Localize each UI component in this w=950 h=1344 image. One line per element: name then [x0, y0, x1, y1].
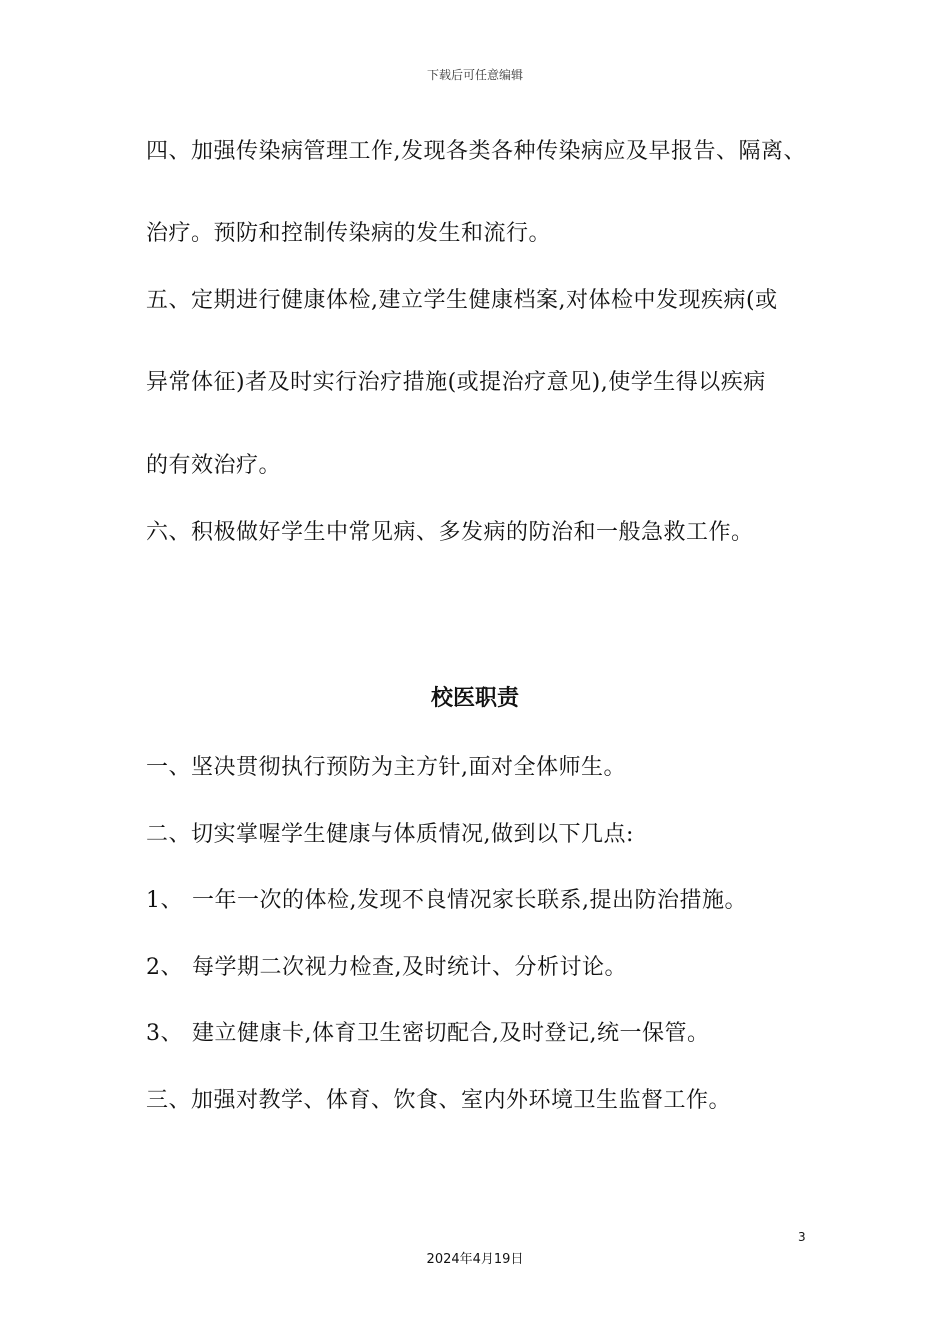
footer-date: 2024年4月19日 [426, 1252, 524, 1267]
paragraph-item-4-line-1: 四、加强传染病管理工作,发现各类各种传染病应及早报告、隔离、 [146, 139, 806, 164]
duty-item-2: 二、切实掌喔学生健康与体质情况,做到以下几点: [146, 822, 634, 847]
paragraph-item-4-line-2: 治疗。预防和控制传染病的发生和流行。 [146, 221, 552, 246]
sub-item-1 [146, 886, 747, 916]
paragraph-item-6: 六、积极做好学生中常见病、多发病的防治和一般急救工作。 [146, 520, 754, 545]
sub-item-1-number: 1、 [146, 888, 183, 913]
paragraph-item-5-line-2: 异常体征)者及时实行治疗措施(或提治疗意见),使学生得以疾病 [146, 370, 766, 395]
duty-item-1: 一、坚决贯彻执行预防为主方针,面对全体师生。 [146, 755, 626, 780]
sub-item-3-text: 建立健康卡,体育卫生密切配合,及时登记,统一保管。 [192, 1021, 710, 1046]
sub-item-3-number: 3、 [146, 1021, 183, 1046]
sub-item-2-number: 2、 [146, 955, 183, 980]
sub-item-3 [146, 1019, 709, 1049]
paragraph-item-5-line-3: 的有效治疗。 [146, 453, 282, 478]
header-note: 下载后可任意编辑 [426, 68, 523, 82]
sub-item-1-text: 一年一次的体检,发现不良情况家长联系,提出防治措施。 [192, 888, 747, 913]
page-number: 3 [798, 1230, 806, 1244]
paragraph-item-5-line-1: 五、定期进行健康体检,建立学生健康档案,对体检中发现疾病(或 [146, 288, 778, 313]
duty-item-3: 三、加强对教学、体育、饮食、室内外环境卫生监督工作。 [146, 1088, 732, 1113]
sub-item-2 [146, 953, 627, 983]
sub-item-2-text: 每学期二次视力检查,及时统计、分析讨论。 [192, 955, 627, 980]
section-title: 校医职责 [430, 686, 519, 711]
